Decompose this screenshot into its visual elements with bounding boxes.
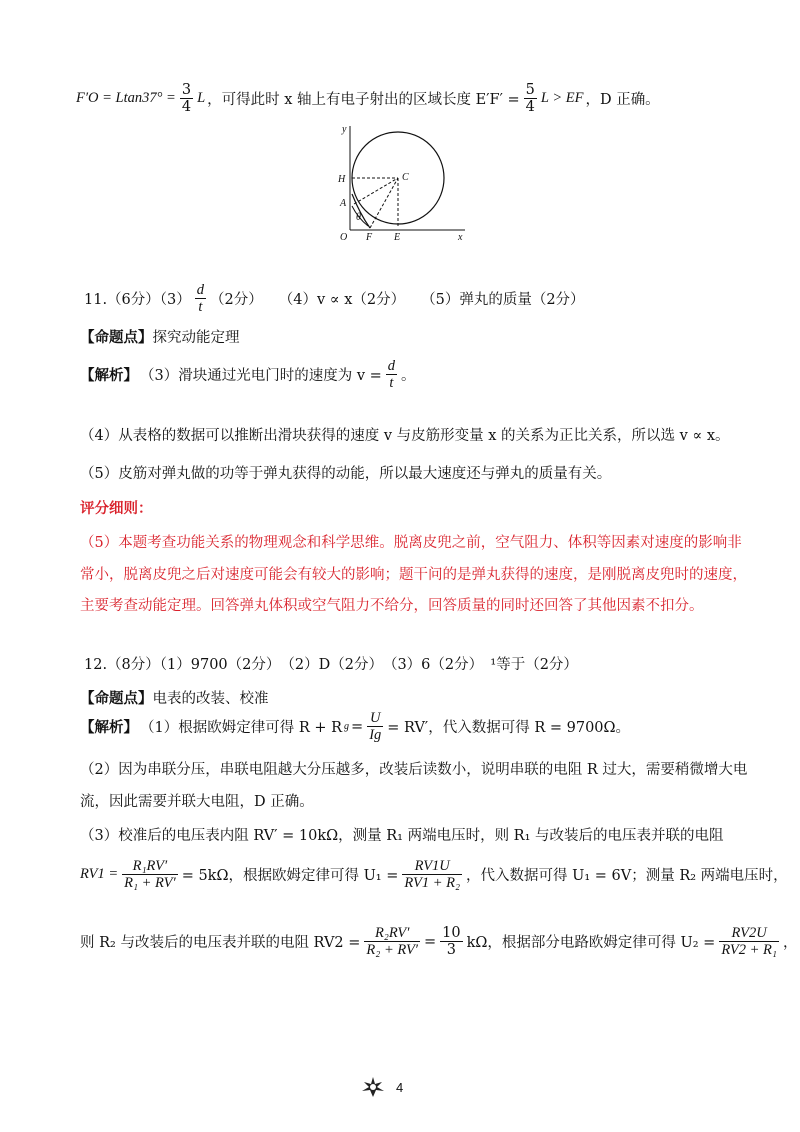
fig-label-f: F <box>366 232 373 240</box>
q11-p5: （5）弹丸的质量（2分） <box>421 292 585 308</box>
scoring-line-2: 常小，脱离皮兜之后对速度可能会有较大的影响；题干问的是弹丸获得的速度，是刚脱离皮兜时的速度， <box>80 567 747 583</box>
q11-analysis-text: （3）滑块通过光电门时的速度为 v = <box>140 368 382 384</box>
q12-a3-line3 <box>80 925 797 958</box>
q12-frac3: $\frac{\text{R₂RV′}}{\text{R₂ + RV′}}$ <box>366 925 418 958</box>
q12-frac4: $\frac{10}{3}$ <box>442 925 461 958</box>
q11-point-text: 探究动能定理 <box>152 330 240 346</box>
q12-frac1: $\frac{\text{R₁RV′}}{\text{R₁ + RV′}}$ <box>124 858 176 891</box>
q12-rv1: RV1 = <box>80 866 119 882</box>
q11-analysis-fraction: $\frac{d}{t}$ <box>387 358 396 391</box>
dash-a-c <box>354 178 398 204</box>
fig-label-a: A <box>340 198 347 209</box>
footer <box>360 1076 403 1098</box>
q12-analysis-label: 【解析】 <box>80 719 138 736</box>
q12-f4-rest: kΩ，根据部分电路欧姆定律可得 U₂ = <box>466 935 716 951</box>
fig-label-theta: θ <box>356 212 361 223</box>
fig-label-y: y <box>342 124 347 135</box>
eq2-rhs: L > EF <box>540 90 584 106</box>
q12-frac2: $\frac{RV1U}{\text{RV1 + R₂}}$ <box>404 858 461 891</box>
q11-line5: （5）皮筋对弹丸做的功等于弹丸获得的动能，所以最大速度还与弹丸的质量有关。 <box>80 466 612 482</box>
q12-a1-fraction: $\frac{U}{Ig}$ <box>369 710 382 743</box>
q12-point-text: 电表的改装、校准 <box>152 691 269 707</box>
eq1-text: ，可得此时 x 轴上有电子射出的区域长度 E′F′ = <box>207 92 520 108</box>
eq2-fraction: $\frac{5}{4}$ <box>525 82 535 115</box>
q11-point <box>80 326 240 347</box>
q12-a2-line1: （2）因为串联分压，串联电阻越大分压越多，改装后读数小，说明串联的电阻 R 过大，需要稍微增大电 <box>80 762 748 778</box>
eq1-var: L <box>197 90 206 106</box>
q12-header: 12.（8分）（1）9700（2分） （2）D（2分） （3）6（2分） ¹等于（2分） <box>84 657 578 673</box>
q12-a1-g: g <box>344 721 350 732</box>
dash-f-c <box>370 178 398 228</box>
page-number: 4 <box>396 1079 404 1095</box>
fig-label-h: H <box>338 174 346 185</box>
scoring-line-1: （5）本题考查功能关系的物理观念和科学思维。脱离皮兜之前，空气阻力、体积等因素对速度的影响非 <box>80 535 742 551</box>
top-equation-line <box>76 82 660 115</box>
q11-analysis <box>80 358 416 391</box>
q11-head: 11.（6分）（3） <box>84 292 191 308</box>
q11-analysis-label: 【解析】 <box>80 367 138 384</box>
fig-label-e: E <box>394 232 401 240</box>
logo-icon <box>360 1076 386 1098</box>
q12-a3-line1: （3）校准后的电压表内阻 RV′ = 10kΩ，测量 R₁ 两端电压时，则 R₁ 与改装后的电压表并联的电阻 <box>80 828 724 844</box>
q12-a3-line2 <box>80 858 788 891</box>
q12-eq: = <box>423 933 437 950</box>
circle-figure <box>330 122 470 240</box>
q11-header <box>84 282 585 315</box>
q12-point <box>80 687 269 708</box>
fig-label-o: O <box>340 232 348 240</box>
q12-end: ， <box>782 935 798 951</box>
q12-a2-line2: 流，因此需要并联大电阻，D 正确。 <box>80 794 314 810</box>
q12-l3-pre: 则 R₂ 与改装后的电压表并联的电阻 RV2 = <box>80 935 361 951</box>
scoring-line-3: 主要考查动能定理。回答弹丸体积或空气阻力不给分，回答质量的同时还回答了其他因素不扣分。 <box>80 598 704 614</box>
q12-a1-eq: = <box>351 718 364 735</box>
q11-analysis-end: 。 <box>401 368 416 384</box>
q11-point-label: 【命题点】 <box>80 329 153 346</box>
eq1-lhs: F′O = Ltan37° = <box>76 90 176 106</box>
eq2-text: ，D 正确。 <box>585 92 660 108</box>
scoring-title: 评分细则： <box>80 500 153 517</box>
q12-analysis-1 <box>80 710 630 743</box>
q11-fraction: $\frac{d}{t}$ <box>196 282 205 315</box>
fig-label-x: x <box>458 232 463 240</box>
q12-f1-val: = 5kΩ，根据欧姆定律可得 U₁ = <box>181 868 399 884</box>
eq1-fraction: $\frac{3}{4}$ <box>181 82 192 115</box>
q12-point-label: 【命题点】 <box>80 690 153 707</box>
q11-line4: （4）从表格的数据可以推断出滑块获得的速度 v 与皮筋形变量 x 的关系为正比关系，所以选 v ∝ x。 <box>80 428 730 444</box>
q11-p3: （2分） <box>210 292 263 308</box>
q12-frac5: $\frac{RV2U}{\text{RV2 + R₁}}$ <box>721 925 777 958</box>
q12-a1-text: （1）根据欧姆定律可得 R + R <box>140 720 343 736</box>
q12-f2-rest: ，代入数据可得 U₁ = 6V；测量 R₂ 两端电压时， <box>466 868 788 884</box>
fig-label-c: C <box>402 172 409 183</box>
q11-p4: （4）v ∝ x（2分） <box>278 292 406 308</box>
q12-a1-rest: = RV′，代入数据可得 R = 9700Ω。 <box>387 720 631 736</box>
